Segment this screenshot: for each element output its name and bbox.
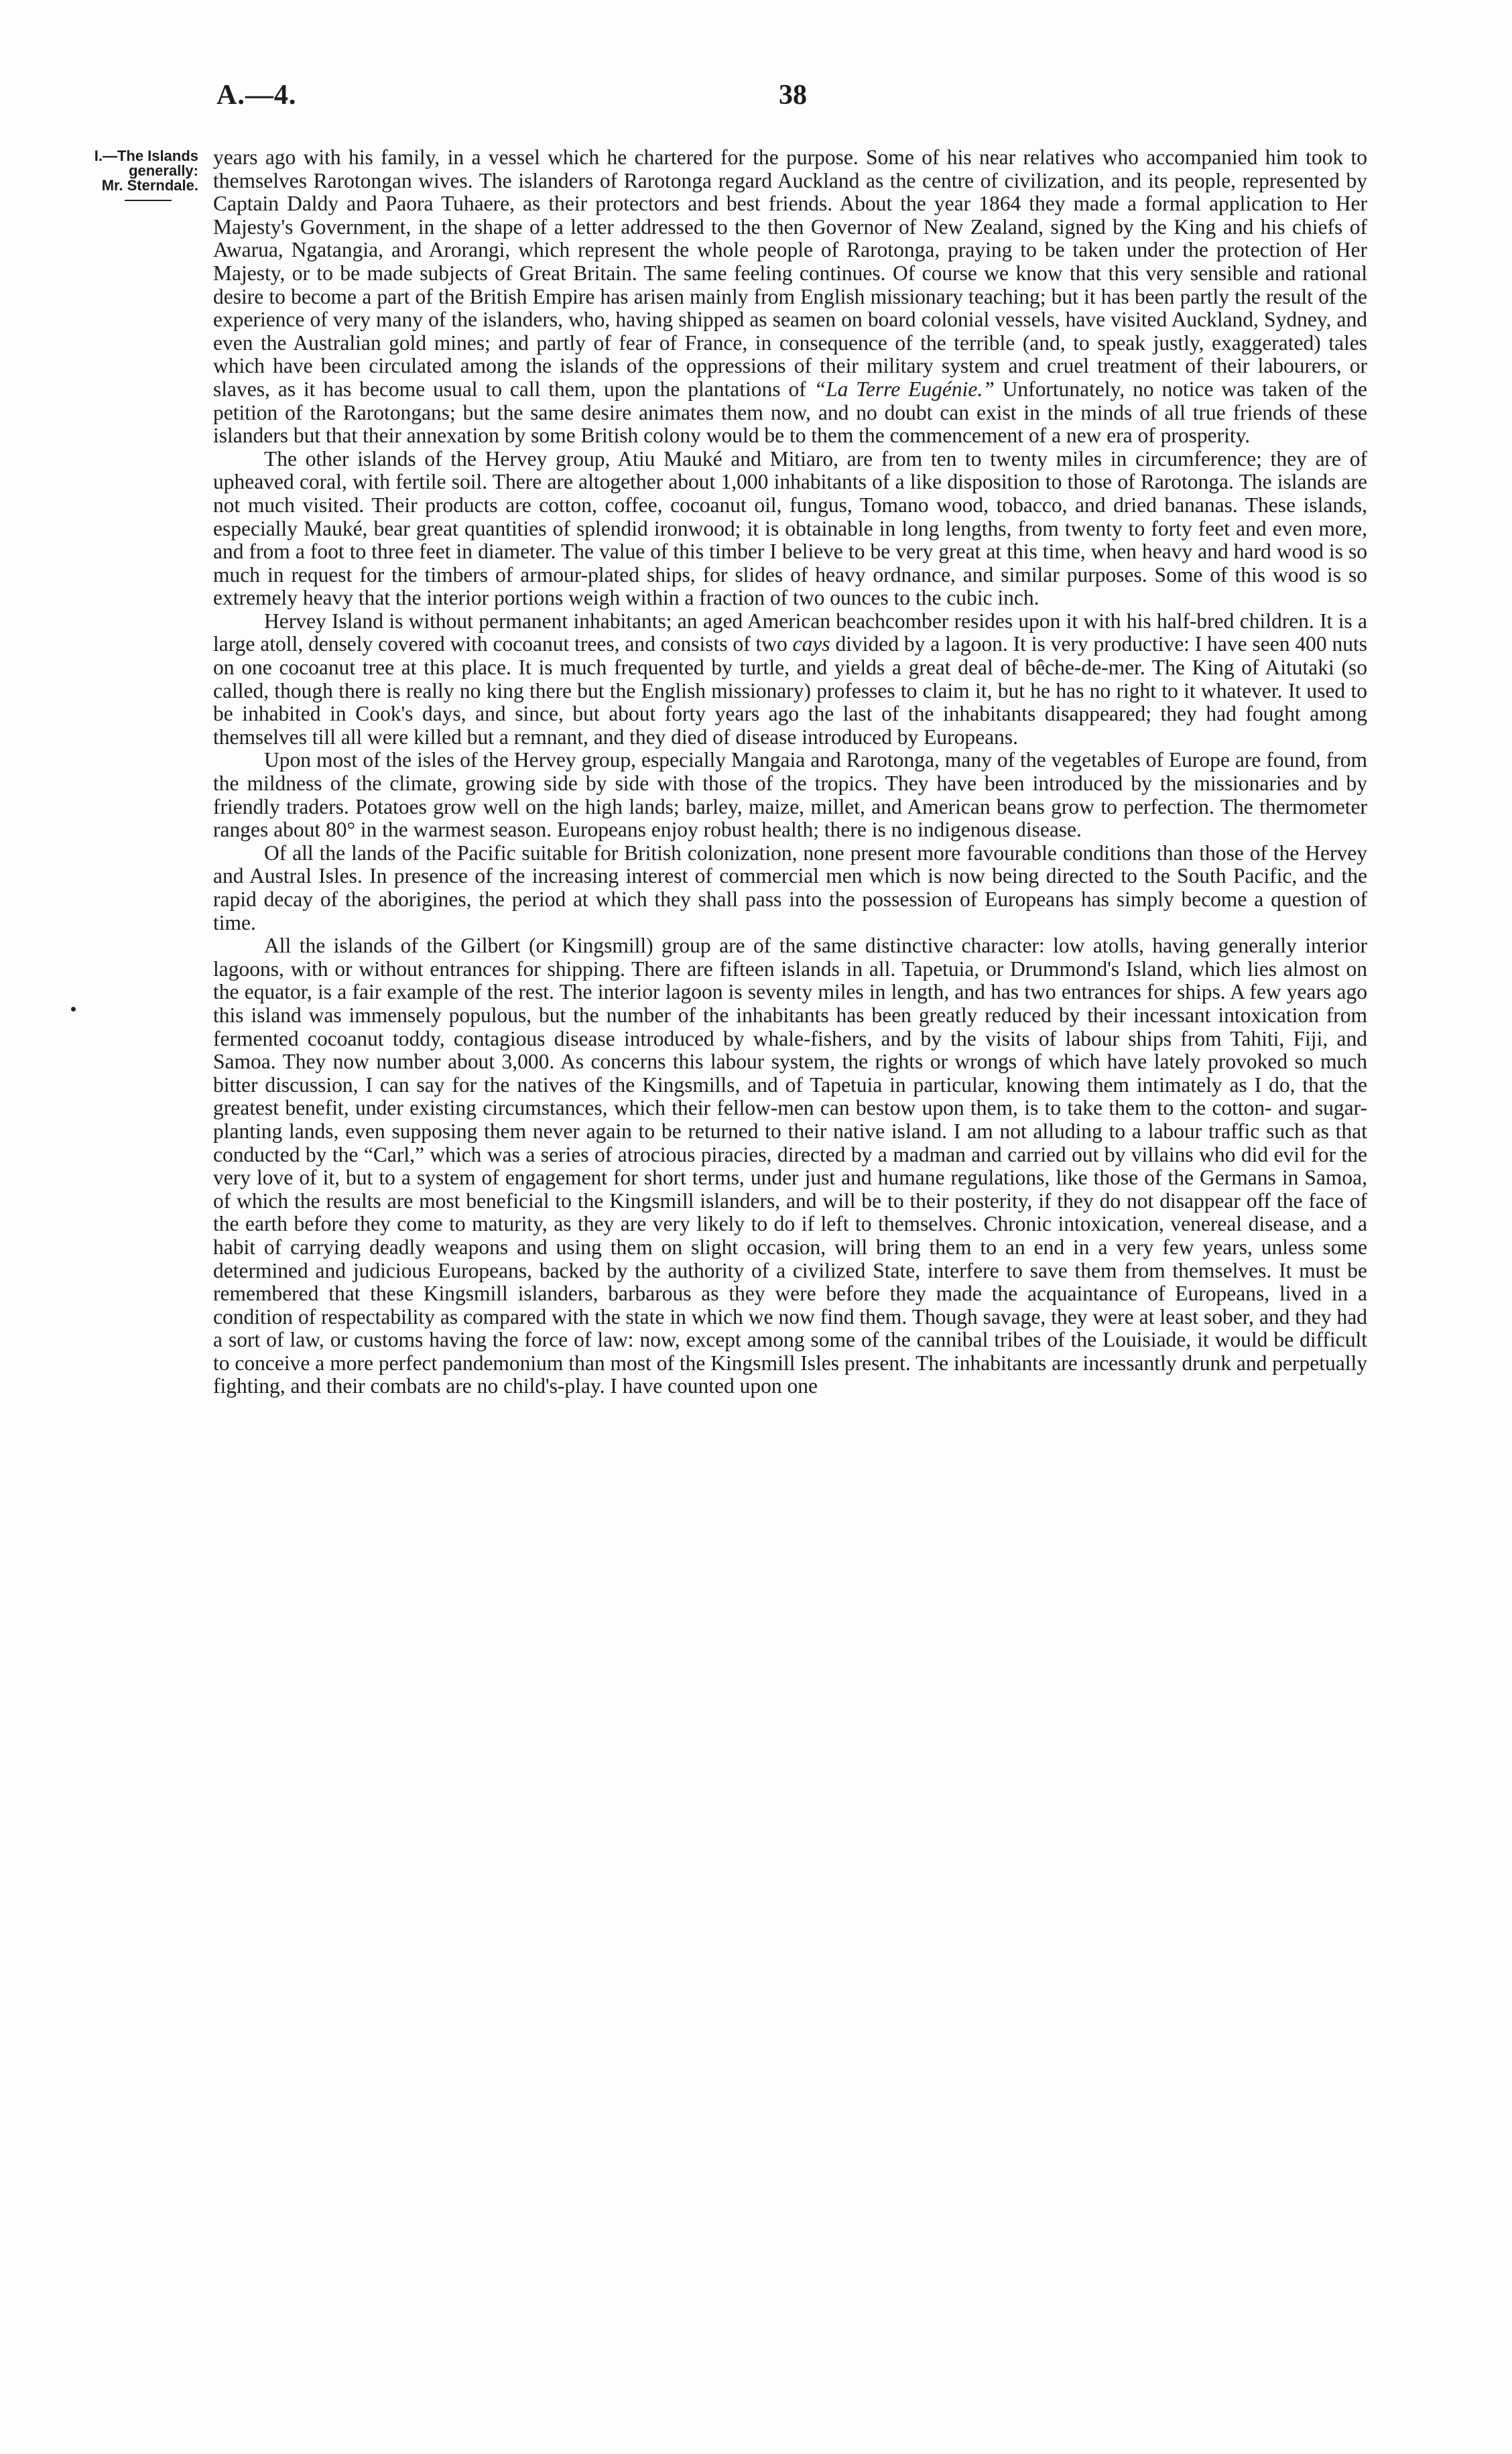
margin-note-line: generally: [129,162,198,179]
margin-note-rule [125,200,172,201]
paragraph-vegetables [213,749,1367,841]
paragraph-rarotonga [213,146,1367,448]
paragraph-text: The other islands of the Hervey group, Atiu Mauké and Mitiaro, are from ten to twenty miles in circumference; they are of upheaved coral, with fertile soil. There are altogether about 1,000 inhabitants of a like disposition to those of Rarotonga. The islands are not much visited. Their products are cotton, coffee, cocoanut oil, fungus, Tomano wood, tobacco, and dried bananas. These islands, especially Mauké, bear great quantities of splendid ironwood; it is obtainable in long lengths, from twenty to forty feet and even more, and from a foot to three feet in diameter. The value of this timber I believe to be very great at this time, when heavy and hard wood is so much in request for the timbers of armour-plated ships, for slides of heavy ordnance, and similar purposes. Some of this wood is so extremely heavy that the interior portions weigh within a fraction of two ounces to the cubic inch. [213,446,1367,610]
paragraph-gilbert-islands [213,934,1367,1398]
paragraph-text: Hervey Island is without permanent inhabitants; an aged American beachcomber resides upon it with his half-bred children. It is a large atoll, densely covered with cocoanut trees, and consists of two [213,609,1367,656]
page-number: 38 [779,80,807,111]
margin-note-line: Mr. Sterndale. [101,177,198,194]
paragraph-text: divided by a lagoon. It is very productive: I have seen 400 nuts on one cocoanut tree at this place. It is much frequented by turtle, and yields a great deal of bêche-de-mer. The King of Aitutaki (so called, though there is really no king there but the English missionary) professes to claim it, but he has no right to it whatever. It used to be inhabited in Cook's days, and since, but about forty years ago the last of the inhabitants disappeared; they had fought among themselves till all were killed but a remnant, and they died of disease introduced by Europeans. [213,632,1368,749]
paragraph-text: Unfortunately, no notice was taken of the petition of the Rarotongans; but the same desire animates them now, and no doubt can exist in the minds of all true friends of these islanders but that their annexation by some British colony would be to them the commencement of a new era of prosperity. [213,377,1367,448]
margin-note-line: I.—The Islands [94,147,198,164]
italic-phrase: cays [792,632,830,656]
italic-phrase: “La Terre Eugénie.” [814,377,995,401]
document-reference: A.—4. [216,80,297,111]
margin-note [52,149,198,201]
paragraph-text: All the islands of the Gilbert (or Kingsmill) group are of the same distinctive character: low atolls, having generally interior lagoons, with or without entrances for shipping. There are fifteen islands in all. Tapetuia, or Drummond's Island, which lies almost on the equator, is a fair example of the rest. The interior lagoon is seventy miles in length, and has two entrances for ships. A few years ago this island was immensely populous, but the number of the inhabitants has been greatly reduced by their incessant intoxication from fermented cocoanut toddy, contagious disease introduced by whale-fishers, and by the visits of labour ships from Tahiti, Fiji, and Samoa. They now number about 3,000. As concerns this labour system, the rights or wrongs of which have lately provoked so much bitter discussion, I can say for the natives of the Kingsmills, and of Tapetuia in particular, knowing them intimately as I do, that the greatest benefit, under existing circumstances, which their fellow-men can bestow upon them, is to take them to the cotton- and sugar-planting lands, even supposing them never again to be returned to their native island. I am not alluding to a labour traffic such as that conducted by the “Carl,” which was a series of atrocious piracies, directed by a madman and carried out by villains who did evil for the very love of it, but to a system of engagement for short terms, under just and humane regulations, like those of the Germans in Samoa, of which the results are most beneficial to the Kingsmill islanders, and will be to their posterity, if they do not disappear off the face of the earth before they come to maturity, as they are very likely to do if left to themselves. Chronic intoxication, venereal disease, and a habit of carrying deadly weapons and using them on slight occasion, will bring them to an end in a very few years, unless some determined and judicious Europeans, backed by the authority of a civilized State, interfere to save them from themselves. It must be remembered that these Kingsmill islanders, barbarous as they were before they made the acquaintance of Europeans, lived in a condition of respectability as compared with the state in which we now find them. Though savage, they were at least sober, and they had a sort of law, or customs having the force of law: now, except among some of the cannibal tribes of the Louisiade, it would be difficult to conceive a more perfect pandemonium than most of the Kingsmill Isles present. The inhabitants are incessantly drunk and perpetually fighting, and their combats are no child's-play. I have counted upon one [213,934,1367,1398]
paragraph-colonization [213,842,1367,934]
paragraph-hervey-group [213,448,1367,610]
paragraph-text: Of all the lands of the Pacific suitable for British colonization, none present more favourable conditions than those of the Hervey and Austral Isles. In presence of the increasing interest of commercial men which is now being directed to the South Pacific, and the rapid decay of the aborigines, the period at which they shall pass into the possession of Europeans has simply become a question of time. [213,841,1367,934]
body-text [213,146,1367,1398]
paragraph-hervey-island [213,610,1367,749]
paragraph-text: years ago with his family, in a vessel which he chartered for the purpose. Some of his near relatives who accompanied him took to themselves Rarotongan wives. The islanders of Rarotonga regard Auckland as the centre of civilization, and its people, represented by Captain Daldy and Paora Tuhaere, as their protectors and best friends. About the year 1864 they made a formal application to Her Majesty's Government, in the shape of a letter addressed to the then Governor of New Zealand, signed by the King and his chiefs of Awarua, Ngatangia, and Arorangi, which represent the whole people of Rarotonga, praying to be taken under the protection of Her Majesty, or to be made subjects of Great Britain. The same feeling continues. Of course we know that this very sensible and rational desire to become a part of the British Empire has arisen mainly from English missionary teaching; but it has been partly the result of the experience of very many of the islanders, who, having shipped as seamen on board colonial vessels, have visited Auckland, Sydney, and even the Australian gold mines; and partly of fear of France, in consequence of the terrible (and, to speak justly, exaggerated) tales which have been circulated among the islands of the oppressions of their military system and cruel treatment of their labourers, or slaves, as it has become usual to call them, upon the plantations of [213,145,1367,401]
paragraph-text: Upon most of the isles of the Hervey group, especially Mangaia and Rarotonga, many of the vegetables of Europe are found, from the mildness of the climate, growing side by side with those of the tropics. They have been introduced by the missionaries and by friendly traders. Potatoes grow well on the high lands; barley, maize, millet, and American beans grow to perfection. The thermometer ranges about 80° in the warmest season. Europeans enjoy robust health; there is no indigenous disease. [213,748,1367,842]
ink-speck [71,1007,76,1011]
